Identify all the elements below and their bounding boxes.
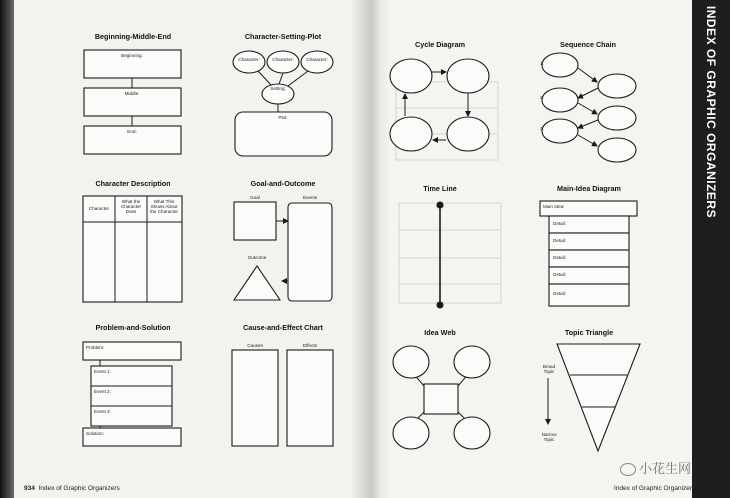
sequence-chain-diagram [542,53,636,162]
diagram-title: Problem-and-Solution [95,323,171,332]
page-number: 934 [24,485,35,492]
diagram-title: Beginning-Middle-End [94,32,172,41]
diagram-title: Time Line [423,184,457,193]
solution-label: Solution: [86,431,104,436]
idea-web-diagram [393,346,490,449]
outcome-label: Outcome [247,255,267,260]
diagram-title: Idea Web [424,328,456,337]
watermark-text: 小花生网 [639,461,692,476]
goal-label: Goal [250,195,260,200]
substep-label: b. [594,109,598,114]
wechat-icon [620,463,636,476]
column-header: What This Shows About the Character [150,199,178,214]
effects-label: Effects [303,343,317,348]
footer-text: Index of Graphic Organizers [38,485,120,492]
step-label: 1. [540,61,544,66]
substep-label: a. [594,77,598,82]
diagram-title: Sequence Chain [560,40,616,49]
detail-label: Detail: [553,221,567,226]
main-idea-label: Main Idea: [543,204,565,209]
step-label: 2. [540,95,544,100]
character-label: Character: [306,57,328,62]
column-header: What the Character Does [120,199,142,214]
left-footer [24,485,120,492]
page-number: 935 [698,485,710,492]
causes-label: Causes [247,343,263,348]
beginning-middle-end-diagram [84,50,181,154]
footer-text: Index of Graphic Organizers [614,485,696,492]
narrow-topic-label: Narrow Topic [541,432,557,442]
side-tab-label: INDEX OF GRAPHIC ORGANIZERS [704,5,718,219]
character-label: Character: [238,57,260,62]
diagram-title: Cause-and-Effect Chart [243,323,323,332]
time-line-diagram [399,202,501,308]
goal-and-outcome-diagram [234,202,332,301]
right-footer [614,485,710,492]
detail-label: Detail: [553,238,567,243]
event-label: Event 2: [94,389,111,394]
cause-and-effect-chart [232,350,333,446]
events-label: Events [302,195,318,200]
column-header: Character [88,206,110,211]
diagram-title: Character-Setting-Plot [244,32,322,41]
character-label: Character: [272,57,294,62]
diagram-title: Goal-and-Outcome [250,179,316,188]
detail-label: Detail: [553,272,567,277]
substep-label: c. [594,141,598,146]
topic-triangle-diagram [548,344,640,451]
detail-label: Detail: [553,255,567,260]
diagram-title: Character Description [95,179,171,188]
end-label: End: [127,129,137,134]
character-setting-plot-diagram [233,51,333,156]
watermark [620,458,691,477]
setting-label: Setting: [270,86,286,91]
diagram-title: Cycle Diagram [415,40,465,49]
detail-label: Detail: [553,291,567,296]
diagram-title: Topic Triangle [564,328,614,337]
step-label: 3. [540,126,544,131]
event-label: Event 1: [94,369,111,374]
beginning-label: Beginning: [121,53,143,58]
broad-topic-label: Broad Topic [542,364,556,374]
cycle-diagram [390,59,498,160]
plot-label: Plot: [278,115,288,120]
middle-label: Middle: [124,91,140,96]
event-label: Event 3: [94,409,111,414]
problem-label: Problem: [86,345,105,350]
diagram-title: Main-Idea Diagram [557,184,621,193]
